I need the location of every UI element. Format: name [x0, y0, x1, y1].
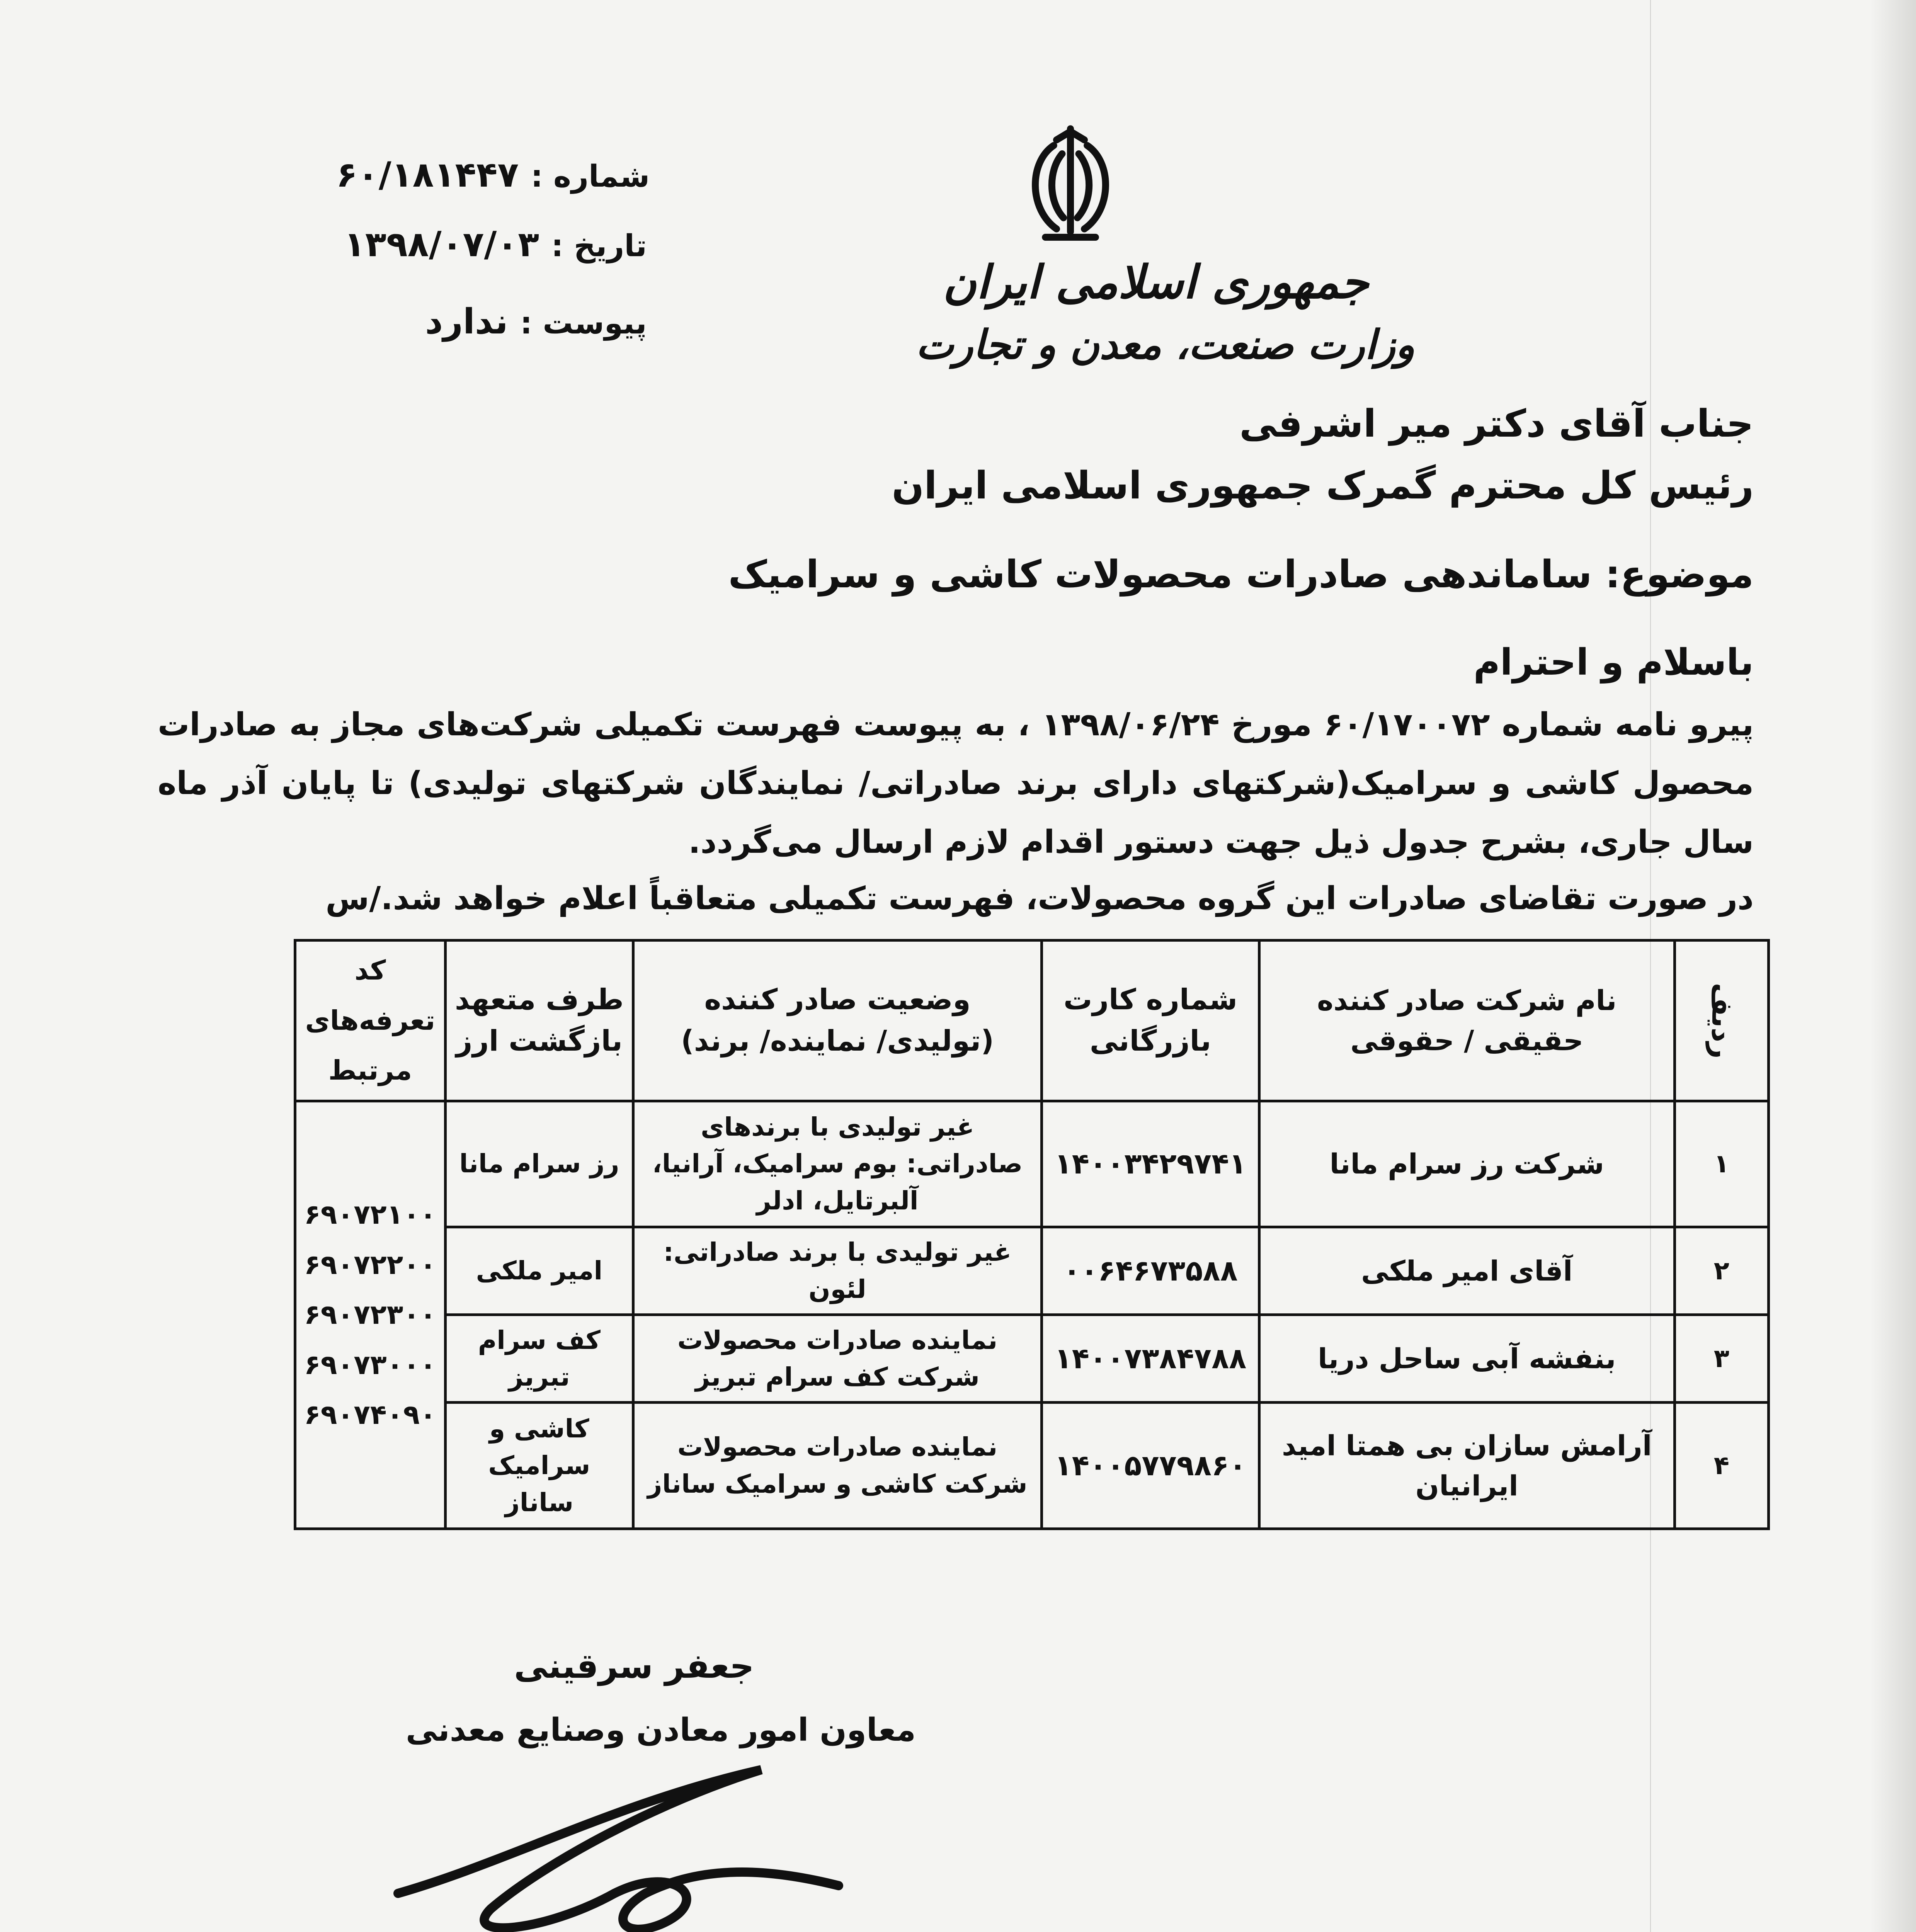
table-row	[295, 1403, 1769, 1529]
cell-currency-party: کاشی و سرامیک ساناز	[445, 1403, 633, 1529]
cell-row-number: ۳	[1674, 1315, 1769, 1403]
letter-body-paragraph-2: در صورت تقاضای صادرات این گروه محصولات، فهرست تکمیلی متعاقباً اعلام خواهد شد./س	[325, 880, 1754, 917]
cell-card-number: ۱۴۰۰۷۳۸۴۷۸۸	[1042, 1315, 1259, 1403]
cell-company-name: آقای امیر ملکی	[1259, 1227, 1674, 1315]
cell-card-number: ۱۴۰۰۵۷۷۹۸۶۰	[1042, 1403, 1259, 1529]
recipient-title: رئیس کل محترم گمرک جمهوری اسلامی ایران	[892, 464, 1754, 508]
letter-date-value: ۱۳۹۸/۰۷/۰۳	[344, 224, 539, 265]
cell-exporter-status: نماینده صادرات محصولات شرکت کف سرام تبریز	[633, 1315, 1041, 1403]
emblem-country-text: جمهوری اسلامی ایران	[943, 255, 1369, 309]
letter-attachment	[425, 301, 647, 342]
tariff-code: ۶۹۰۷۲۱۰۰	[304, 1199, 436, 1230]
table-row	[295, 1315, 1769, 1403]
cell-row-number: ۲	[1674, 1227, 1769, 1315]
letter-number	[336, 155, 650, 195]
cell-tariff-codes	[295, 1101, 446, 1529]
cell-card-number: ۱۴۰۰۳۴۲۹۷۴۱	[1042, 1101, 1259, 1227]
header-row-number: ردیف	[1674, 940, 1769, 1101]
cell-card-number: ۰۰۶۴۶۷۳۵۸۸	[1042, 1227, 1259, 1315]
cell-row-number: ۴	[1674, 1403, 1769, 1529]
letter-date	[344, 224, 647, 265]
cell-exporter-status: غیر تولیدی با برندهای صادراتی: بوم سرامیک، آرانیا، آلبرتایل، ادلر	[633, 1101, 1041, 1227]
recipient-name: جناب آقای دکتر میر اشرفی	[1239, 402, 1754, 446]
tariff-code: ۶۹۰۷۲۲۰۰	[304, 1248, 436, 1281]
letter-attachment-value: ندارد	[425, 301, 508, 342]
table-row	[295, 1101, 1769, 1227]
header-tariff-codes: کد تعرفه‌های مرتبط	[295, 940, 446, 1101]
letter-number-value: ۶۰/۱۸۱۴۴۷	[336, 155, 519, 195]
cell-exporter-status: نماینده صادرات محصولات شرکت کاشی و سرامیک ساناز	[633, 1403, 1041, 1529]
letter-date-label: تاریخ :	[551, 229, 647, 264]
table-header-row	[295, 940, 1769, 1101]
signature-scribble-icon	[390, 1747, 854, 1932]
table-row	[295, 1227, 1769, 1315]
letter-greeting: باسلام و احترام	[1473, 641, 1754, 684]
tariff-code: ۶۹۰۷۳۰۰۰	[304, 1349, 436, 1381]
cell-currency-party: کف سرام تبریز	[445, 1315, 633, 1403]
signatory-title: معاون امور معادن وصنایع معدنی	[406, 1712, 916, 1748]
signatory-name: جعفر سرقینی	[514, 1646, 754, 1686]
letter-subject: موضوع: ساماندهی صادرات محصولات کاشی و سرامیک	[728, 553, 1754, 597]
header-company-name: نام شرکت صادر کننده حقیقی / حقوقی	[1259, 940, 1674, 1101]
tariff-code: ۶۹۰۷۴۰۹۰	[304, 1399, 436, 1430]
iran-emblem-icon	[1001, 112, 1140, 251]
cell-currency-party: رز سرام مانا	[445, 1101, 633, 1227]
letter-number-label: شماره :	[531, 159, 650, 194]
cell-currency-party: امیر ملکی	[445, 1227, 633, 1315]
cell-company-name: آرامش سازان بی همتا امید ایرانیان	[1259, 1403, 1674, 1529]
cell-company-name: بنفشه آبی ساحل دریا	[1259, 1315, 1674, 1403]
cell-row-number: ۱	[1674, 1101, 1769, 1227]
letter-attachment-label: پیوست :	[520, 306, 647, 341]
tariff-code: ۶۹۰۷۲۳۰۰	[304, 1299, 436, 1330]
letter-body-paragraph-1: پیرو نامه شماره ۶۰/۱۷۰۰۷۲ مورخ ۱۳۹۸/۰۶/۲۴ ، به پیوست فهرست تکمیلی شرکت‌های مجاز به صادرات محصول کاشی و سرامیک(شرکتهای دارای برند صادراتی/ نمایندگان شرکتهای تولیدی) تا پایان آذر ماه سال جاری، بشرح جدول ذیل جهت دستور اقدام لازم ارسال می‌گردد.	[158, 706, 1754, 861]
cell-exporter-status: غیر تولیدی با برند صادراتی: لئون	[633, 1227, 1041, 1315]
exporters-table	[294, 939, 1770, 1530]
header-exporter-status: وضعیت صادر کننده (تولیدی/ نماینده/ برند)	[633, 940, 1041, 1101]
emblem-ministry-text: وزارت صنعت، معدن و تجارت	[916, 321, 1415, 368]
cell-company-name: شرکت رز سرام مانا	[1259, 1101, 1674, 1227]
header-currency-party: طرف متعهد بازگشت ارز	[445, 940, 633, 1101]
scan-edge-shadow	[1870, 0, 1916, 1932]
header-card-number: شماره کارت بازرگانی	[1042, 940, 1259, 1101]
